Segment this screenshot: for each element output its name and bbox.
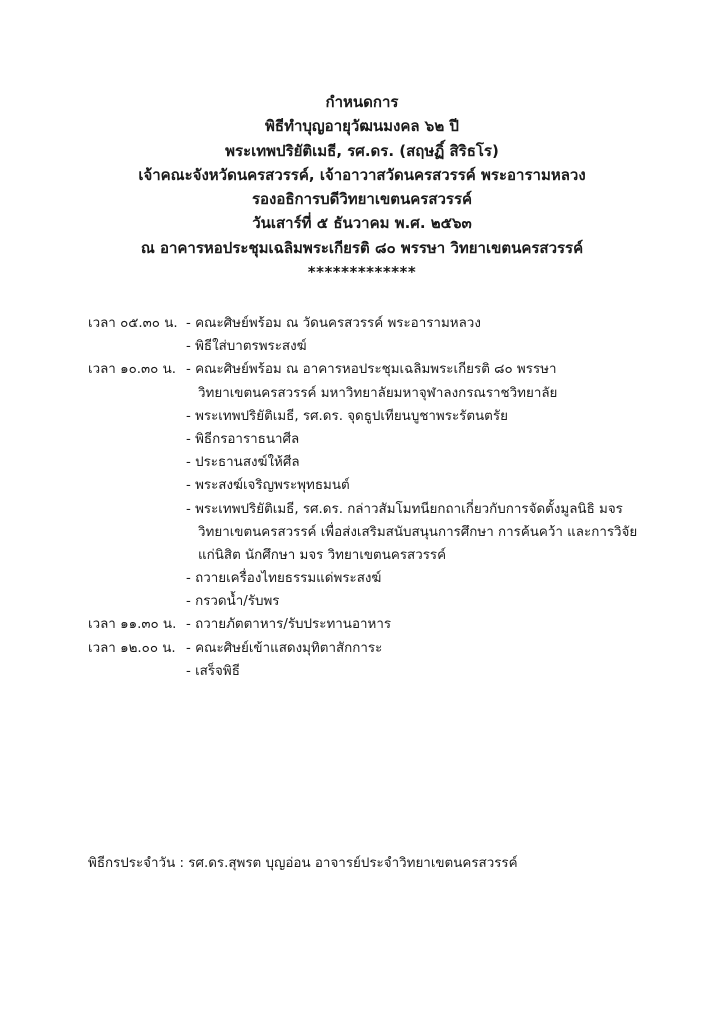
- schedule-row: [88, 451, 688, 474]
- schedule-list: [88, 312, 688, 683]
- schedule-row: [88, 382, 688, 405]
- schedule-item: - พิธีใส่บาตรพระสงฆ์: [186, 339, 307, 355]
- schedule-item-continuation: แก่นิสิต นักศึกษา มจร วิทยาเขตนครสวรรค์: [198, 547, 447, 563]
- header-stars: *************: [307, 263, 417, 282]
- schedule-item-continuation: วิทยาเขตนครสวรรค์ มหาวิทยาลัยมหาจุฬาลงกรณราชวิทยาลัย: [198, 385, 558, 401]
- schedule-row: [88, 613, 688, 636]
- schedule-row: [88, 428, 688, 451]
- emcee-line: พิธีกรประจำวัน : รศ.ดร.สุพรต บุญอ่อน อาจารย์ประจำวิทยาเขตนครสวรรค์: [88, 856, 518, 871]
- schedule-row: [88, 544, 688, 567]
- schedule-row: [88, 474, 688, 497]
- schedule-item: - คณะศิษย์พร้อม ณ วัดนครสวรรค์ พระอารามหลวง: [186, 316, 481, 331]
- schedule-row: [88, 358, 688, 381]
- schedule-row: [88, 498, 688, 521]
- schedule-row: [88, 567, 688, 590]
- schedule-item-continuation: วิทยาเขตนครสวรรค์ เพื่อส่งเสริมสนับสนุนการศึกษา การค้นคว้า และการวิจัย: [198, 524, 638, 540]
- schedule-item: - ประธานสงฆ์ให้ศีล: [186, 455, 300, 471]
- header-position: เจ้าคณะจังหวัดนครสวรรค์, เจ้าอาวาสวัดนครสวรรค์ พระอารามหลวง: [138, 165, 586, 184]
- schedule-row: [88, 637, 688, 660]
- schedule-row: [88, 405, 688, 428]
- schedule-item: - เสร็จพิธี: [186, 663, 240, 679]
- schedule-item: - ถวายเครื่องไทยธรรมแด่พระสงฆ์: [186, 571, 382, 587]
- schedule-item: - พระเทพปริยัติเมธี, รศ.ดร. กล่าวสัมโมทนียกถาเกี่ยวกับการจัดตั้งมูลนิธิ มจร: [186, 501, 623, 517]
- header-venue: ณ อาคารหอประชุมเฉลิมพระเกียรติ ๘๐ พรรษา วิทยาเขตนครสวรรค์: [140, 238, 584, 257]
- schedule-time: เวลา ๐๕.๓๐ น.: [88, 316, 178, 331]
- schedule-time: เวลา ๑๑.๓๐ น.: [88, 617, 177, 633]
- schedule-item: - คณะศิษย์พร้อม ณ อาคารหอประชุมเฉลิมพระเกียรติ ๘๐ พรรษา: [186, 362, 557, 378]
- schedule-item: - พระสงฆ์เจริญพระพุทธมนต์: [186, 478, 350, 494]
- schedule-row: [88, 312, 688, 335]
- schedule-time: เวลา ๑๒.๐๐ น.: [88, 640, 176, 656]
- header-ceremony: พิธีทำบุญอายุวัฒนมงคล ๖๒ ปี: [265, 117, 459, 136]
- header-monk-name: พระเทพปริยัติเมธี, รศ.ดร. (สฤษฏิ์ สิริธโร): [225, 141, 499, 160]
- schedule-row: [88, 590, 688, 613]
- schedule-row: [88, 335, 688, 358]
- header-vice-rector: รองอธิการบดีวิทยาเขตนครสวรรค์: [251, 190, 473, 209]
- schedule-item: - พิธีกรอาราธนาศีล: [186, 431, 300, 447]
- schedule-item: - กรวดน้ำ/รับพร: [186, 594, 280, 610]
- schedule-item: - พระเทพปริยัติเมธี, รศ.ดร. จุดธูปเทียนบูชาพระรัตนตรัย: [186, 408, 508, 424]
- header-date: วันเสาร์ที่ ๕ ธันวาคม พ.ศ. ๒๕๖๓: [252, 214, 472, 233]
- schedule-row: [88, 521, 688, 544]
- schedule-item: - ถวายภัตตาหาร/รับประทานอาหาร: [186, 617, 392, 633]
- header-title: กำหนดการ: [325, 93, 399, 111]
- schedule-row: [88, 660, 688, 683]
- schedule-time: เวลา ๑๐.๓๐ น.: [88, 362, 177, 378]
- document-header: [0, 90, 724, 284]
- schedule-item: - คณะศิษย์เข้าแสดงมุทิตาสักการะ: [186, 640, 383, 656]
